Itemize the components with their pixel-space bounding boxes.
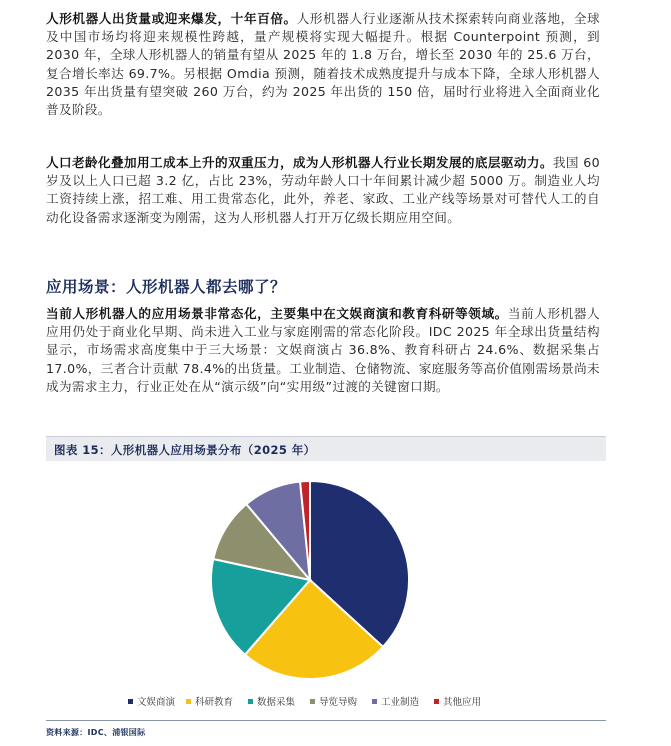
legend-swatch: [186, 699, 191, 704]
legend-item-2: [186, 694, 233, 708]
legend-label: 数据采集: [257, 697, 296, 708]
legend-label: 科研教育: [195, 697, 234, 708]
figure-title: 图表 15：人形机器人应用场景分布（2025 年）: [54, 443, 316, 457]
legend-swatch: [434, 699, 439, 704]
figure-header: [46, 436, 606, 461]
legend-swatch: [248, 699, 253, 704]
legend-swatch: [372, 699, 377, 704]
legend-swatch: [128, 699, 133, 704]
legend-swatch: [310, 699, 315, 704]
paragraph-lead: 当前人形机器人的应用场景非常态化，主要集中在文娱商演和教育科研等领域。: [46, 306, 508, 321]
legend-item-3: [248, 694, 295, 708]
legend-label: 其他应用: [443, 697, 482, 708]
legend-label: 工业制造: [381, 697, 420, 708]
legend-item-4: [310, 694, 357, 708]
legend-label: 导览导购: [319, 697, 358, 708]
legend-item-5: [372, 694, 419, 708]
source-divider: [46, 720, 606, 721]
legend-item-1: [128, 694, 175, 708]
paragraph-application-scenarios: [46, 305, 600, 396]
paragraph-shipment-outlook: [46, 10, 600, 119]
legend-label: 文娱商演: [137, 697, 176, 708]
paragraph-lead: 人形机器人出货量或迎来爆发，十年百倍。: [46, 11, 297, 26]
paragraph-body: 我国 60 岁及以上人口已超 3.2 亿，占比 23%，劳动年龄人口十年间累计减少超 5000 万。制造业人均工资持续上涨，招工难、用工贵常态化，此外，养老、家政、工业产线等场景对可替代人工的自动化设备需求逐渐变为刚需，这为人形机器人打开万亿级长期应用空间。: [46, 155, 600, 225]
section-title: 应用场景：人形机器人都去哪了？: [46, 278, 287, 296]
legend-item-6: [434, 694, 481, 708]
paragraph-body: 人形机器人行业逐渐从技术探索转向商业落地，全球及中国市场均将迎来规模性跨越，量产规模将实现大幅提升。根据 Counterpoint 预测，到 2030 年，全球人形机器人的销量有望从 2025 年的 1.8 万台，增长至 2030 年的 25.6 万台，复合增长率达 69.7%。另根据 Omdia 预测，随着技术成熟度提升与成本下降，全球人形机器人 2035 年出货量有望突破 260 万台，约为 2025 年出货的 150 倍，届时行业将进入全面商业化普及阶段。: [46, 11, 600, 118]
paragraph-demographic-drivers: [46, 154, 600, 227]
paragraph-body: 当前人形机器人应用仍处于商业化早期、尚未进入工业与家庭刚需的常态化阶段。IDC 2025 年全球出货量结构显示，市场需求高度集中于三大场景：文娱商演占 36.8%、教育科研占 24.6%、数据采集占 17.0%，三者合计贡献 78.4%的出货量。工业制造、仓储物流、家庭服务等高价值刚需场景尚未成为需求主力，行业正处在从“演示级”向“实用级”过渡的关键窗口期。: [46, 306, 600, 394]
pie-chart: [200, 470, 420, 690]
source-note: 资料来源：IDC、浦银国际: [46, 728, 146, 737]
paragraph-lead: 人口老龄化叠加用工成本上升的双重压力，成为人形机器人行业长期发展的底层驱动力。: [46, 155, 553, 170]
chart-legend: [128, 694, 508, 708]
